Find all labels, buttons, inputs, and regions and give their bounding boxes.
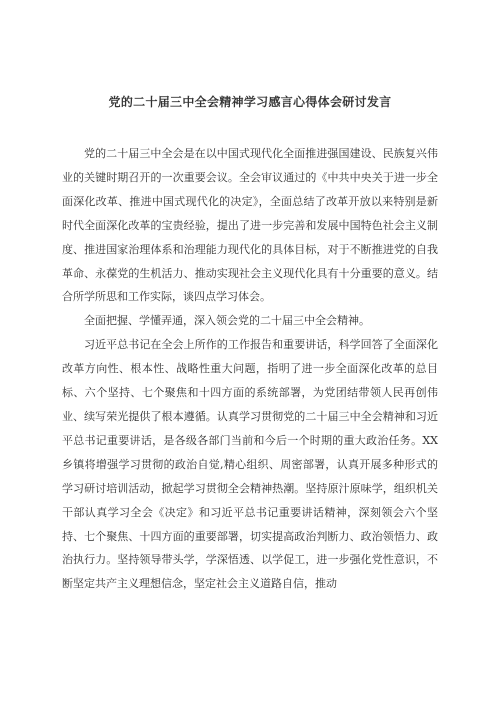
document-body [62,142,438,596]
paragraph-intro: 党的二十届三中全会是在以中国式现代化全面推进强国建设、民族复兴伟业的关键时期召开的一次重要会议。全会审议通过的《中共中央关于进一步全面深化改革、推进中国式现代化的决定》，全面总结了改革开放以来特别是新时代全面深化改革的宝贵经验，提出了进一步完善和发展中国特色社会主义制度、推进国家治理体系和治理能力现代化的具体目标，对于不断推进党的自我革命、永葆党的生机活力、推动实现社会主义现代化具有十分重要的意义。结合所学所思和工作实际，谈四点学习体会。 [62,147,438,304]
paragraph-section-1: 习近平总书记在全会上所作的工作报告和重要讲话，科学回答了全面深化改革方向性、根本性、战略性重大问题，指明了进一步全面深化改革的总目标、六个坚持、七个聚焦和十四方面的系统部署，为党团结带领人民再创伟业、续写荣光提供了根本遵循。认真学习贯彻党的二十届三中全会精神和习近平总书记重要讲话，是各级各部门当前和今后一个时期的重大政治任务。XX乡镇将增强学习贯彻的政治自觉,精心组织、周密部署，认真开展多种形式的学习研讨培训活动，掀起学习贯彻全会精神热潮。坚持原汁原味学，组织机关干部认真学习全会《决定》和习近平总书记重要讲话精神，深刻领会六个坚持、七个聚焦、十四方面的重要部署，切实提高政治判断力、政治领悟力、政治执行力。坚持领导带头学，学深悟透、以学促工，进一步强化党性意识，不断坚定共产主义理想信念，坚定社会主义道路自信，推动 [62,338,438,591]
paragraph-heading-1: 全面把握、学懂弄通，深入领会党的二十届三中全会精神。 [84,314,370,328]
document-title: 党的二十届三中全会精神学习感言心得体会研讨发言 [108,95,392,109]
